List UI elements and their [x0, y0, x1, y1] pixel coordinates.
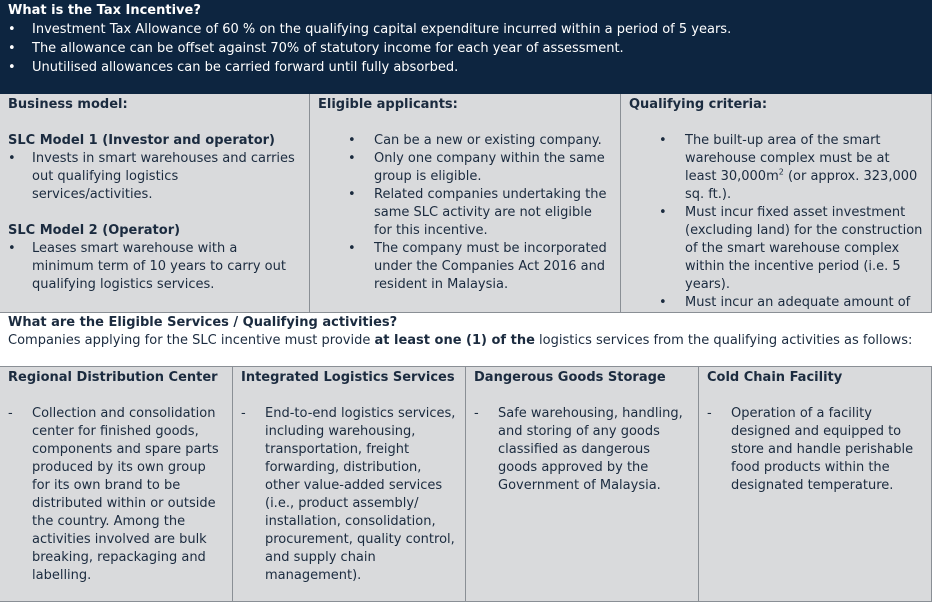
- activity-description: - Collection and consolidation center for finished goods, components and spare parts produced by its own group for its own brand to be distributed within or outside the country. Among the activities involved are bulk breaking, repackaging and labelling.: [8, 405, 224, 585]
- activity-description: - Safe warehousing, handling, and storing of any goods classified as dangerous goods approved by the Government of Malaysia.: [474, 405, 690, 495]
- activity-integrated-logistics-services: [233, 367, 466, 602]
- qualifying-criteria-panel: [621, 94, 932, 313]
- banner-title: What is the Tax Incentive?: [8, 3, 201, 18]
- eligible-applicants-bullet: • Can be a new or existing company.: [318, 132, 612, 150]
- qualifying-criteria-list: [629, 132, 923, 330]
- activity-regional-distribution-center: [0, 367, 233, 602]
- eligible-applicants-list: [318, 132, 612, 294]
- eligible-applicants-bullet: • Only one company within the same group is eligible.: [318, 150, 612, 186]
- qualifying-criteria-bullet: • Must incur an adequate amount of: [629, 294, 923, 330]
- slc-model-2-bullet: • Leases smart warehouse with a minimum term of 10 years to carry out qualifying logistics services.: [8, 240, 301, 294]
- activity-title: Dangerous Goods Storage: [474, 370, 666, 385]
- eligible-applicants-bullet: • The company must be incorporated under the Companies Act 2016 and resident in Malaysia.: [318, 240, 612, 294]
- eligible-applicants-title: Eligible applicants:: [318, 97, 458, 112]
- business-model-panel: [0, 94, 310, 313]
- eligible-services-section: [0, 313, 932, 367]
- activity-title: Integrated Logistics Services: [241, 370, 455, 385]
- qualifying-criteria-title: Qualifying criteria:: [629, 97, 768, 112]
- slc-model-1-title: SLC Model 1 (Investor and operator): [8, 133, 275, 148]
- activity-title: Cold Chain Facility: [707, 370, 843, 385]
- activity-dangerous-goods-storage: [466, 367, 699, 602]
- tax-incentive-banner: [0, 0, 932, 94]
- eligible-services-description: Companies applying for the SLC incentive must provide at least one (1) of the logistics services from the qualifying activities as follows:: [8, 333, 913, 348]
- slc-model-2-title: SLC Model 2 (Operator): [8, 223, 181, 238]
- business-model-title: Business model:: [8, 97, 128, 112]
- slc-model-1-bullet: • Invests in smart warehouses and carries out qualifying logistics services/activities.: [8, 150, 301, 204]
- banner-bullet: • Investment Tax Allowance of 60 % on the qualifying capital expenditure incurred within a period of 5 years.: [8, 20, 924, 39]
- activity-cold-chain-facility: [699, 367, 932, 602]
- qualifying-criteria-bullet: • Must incur fixed asset investment (excluding land) for the construction of the smart warehouse complex within the incentive period (i.e. 5 years).: [629, 204, 923, 294]
- eligible-applicants-bullet: • Related companies undertaking the same SLC activity are not eligible for this incentive.: [318, 186, 612, 240]
- banner-bullet-list: [8, 20, 924, 77]
- activity-description: - Operation of a facility designed and equipped to store and handle perishable food products within the designated temperature.: [707, 405, 923, 495]
- qualifying-criteria-bullet: • The built-up area of the smart warehouse complex must be at least $30,000m^2$ (or approx. 323,000 sq. ft.).: [629, 132, 923, 204]
- activity-title: Regional Distribution Center: [8, 370, 218, 385]
- banner-bullet: • Unutilised allowances can be carried forward until fully absorbed.: [8, 58, 924, 77]
- banner-bullet: • The allowance can be offset against 70% of statutory income for each year of assessment.: [8, 39, 924, 58]
- eligible-applicants-panel: [310, 94, 621, 313]
- eligible-services-question: What are the Eligible Services / Qualifying activities?: [8, 315, 398, 330]
- activity-description: - End-to-end logistics services, including warehousing, transportation, freight forwarding, distribution, other value-added services (i.e., product assembly/ installation, consolidation, procurement, quality control, and supply chain management).: [241, 405, 457, 585]
